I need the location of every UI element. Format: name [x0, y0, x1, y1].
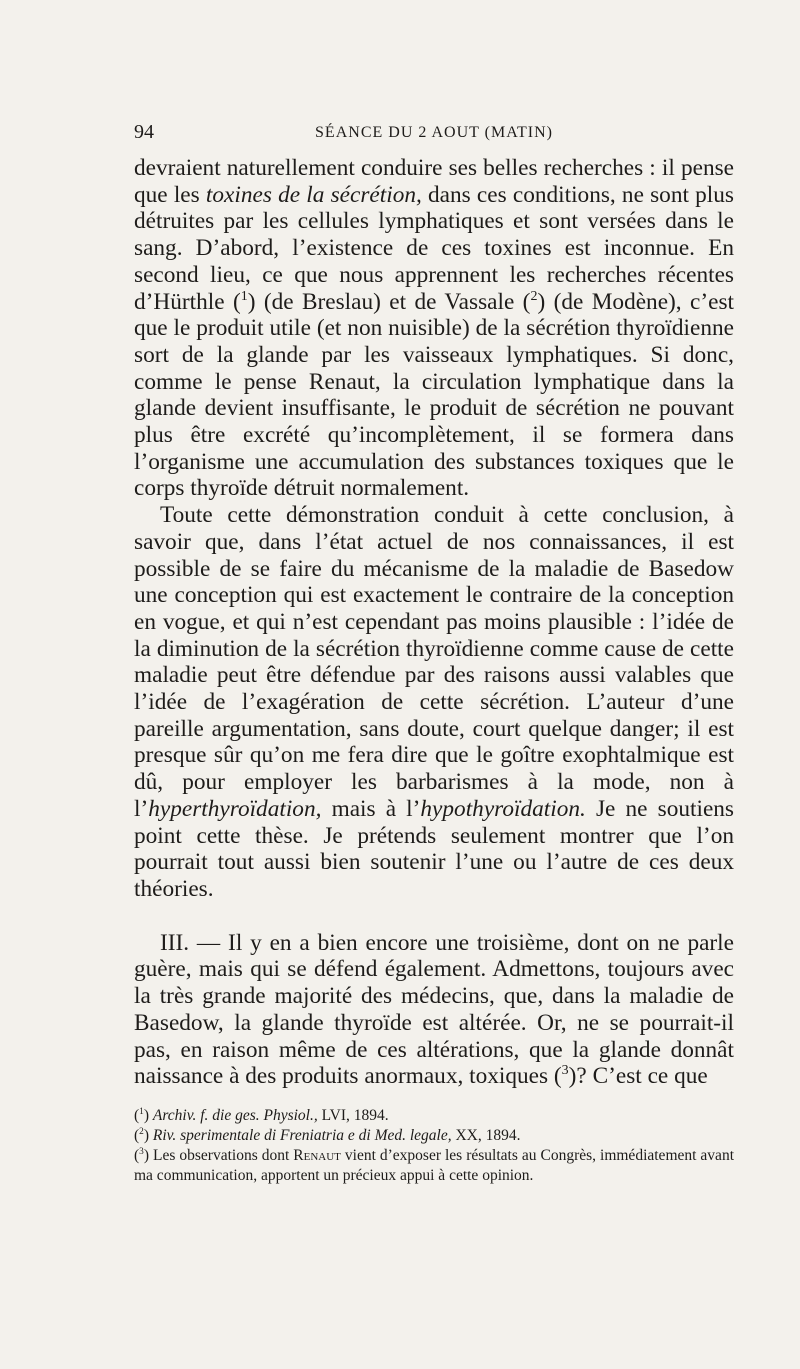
text-segment: ) (de Breslau) et de Vassale (: [247, 288, 531, 315]
text-segment: )? C’est ce que: [568, 1063, 708, 1090]
text-segment: mais à l’: [321, 795, 421, 822]
paragraph-2: [134, 502, 734, 903]
paragraph-1: [134, 155, 734, 502]
citation-rest: XX, 1894.: [451, 1127, 521, 1144]
author-name: Renaut: [293, 1147, 341, 1164]
text-segment: ) (de Modène), c’est que le produit utile (et non nuisible) de la sécrétion thyroïdienne sort de la glande par les vaisseaux lymphatiques. Si donc, comme le pense Renaut, la circulation lymphatique dans la glande devient insuffisante, le produit de sécrétion ne pouvant plus être excrété qu’incomplètement, il se formera dans l’organisme une accumulation des substances toxiques que le corps thyroïde détruit normalement.: [134, 288, 734, 502]
italic-phrase: hypothyroïdation.: [420, 795, 586, 822]
citation-title: Riv. sperimentale di Freniatria e di Med. legale,: [152, 1127, 452, 1144]
footnote-mark: 2: [139, 1126, 144, 1137]
body-text: [134, 155, 734, 1090]
text-segment: III. — Il y en a bien encore une troisième, dont on ne parle guère, mais qui se défend également. Admettons, toujours avec la très grande majorité des médecins, que, dans la maladie de Basedow, la glande thyroïde est altérée. Or, ne se pourrait-il pas, en raison même de ces altérations, que la glande donnât naissance à des produits anormaux, toxiques (: [134, 929, 734, 1090]
text-segment: devraient naturellement conduire ses belles recherches : il pense que les: [134, 155, 734, 208]
text-segment: Toute cette démonstration conduit à cette conclusion, à savoir que, dans l’état actuel de nos connaissances, il est possible de se faire du mécanisme de la maladie de Basedow une conception qui est exactement le contraire de la conception en vogue, et qui n’est cependant pas moins plausible : l’idée de la diminution de la sécrétion thyroïdienne comme cause de cette maladie peut être défendue par des raisons aussi valables que l’idée de l’exagération de cette sécrétion. L’auteur d’une pareille argumentation, sans doute, court quelque danger; il est presque sûr qu’on me fera dire que le goître exophtalmique est dû, pour employer les barbarismes à la mode, non à l’: [134, 502, 734, 822]
footnote-ref: 2: [530, 288, 538, 304]
citation-title: Archiv. f. die ges. Physiol.,: [152, 1107, 318, 1124]
running-header: [134, 121, 734, 147]
paragraph-3: [134, 930, 734, 1090]
footnote-ref: 3: [561, 1063, 569, 1079]
text-segment: dans ces conditions, ne sont plus détruites par les cellules lymphatiques et sont versées dans le sang. D’abord, l’existence de ces toxines est inconnue. En second lieu, ce que nous apprennent les recherches récentes d’Hürthle (: [134, 181, 734, 315]
italic-phrase: hyperthyroïdation,: [148, 795, 322, 822]
footnote-text: Les observations dont: [149, 1147, 294, 1164]
text-segment: Je ne soutiens point cette thèse. Je prétends seulement montrer que l’on pourrait tout aussi bien soutenir l’une ou l’autre de ces deux théories.: [134, 795, 734, 902]
footnotes: [134, 1106, 734, 1186]
footnote-3: ($^3$) Les observations dont Renaut vient d’exposer les résultats au Congrès, immédiatement avant ma communication, apportent un précieux appui à cette opinion.: [134, 1146, 734, 1184]
page-number: 94: [134, 121, 154, 143]
citation-rest: LVI, 1894.: [317, 1107, 389, 1124]
italic-phrase: toxines de la sécrétion,: [205, 181, 422, 208]
footnote-1: ($^1$) Archiv. f. die ges. Physiol., LVI, 1894.: [134, 1106, 389, 1124]
footnote-text: vient d’exposer les résultats au Congrès, immédiatement avant ma communication, apportent un précieux appui à cette opinion.: [134, 1147, 734, 1184]
footnote-mark: 3: [139, 1146, 144, 1157]
footnote-mark: 1: [139, 1106, 144, 1117]
footnote-ref: 1: [240, 288, 248, 304]
running-title: SÉANCE DU 2 AOUT (MATIN): [315, 124, 553, 141]
footnote-2: ($^2$) Riv. sperimentale di Freniatria e di Med. legale, XX, 1894.: [134, 1126, 521, 1144]
